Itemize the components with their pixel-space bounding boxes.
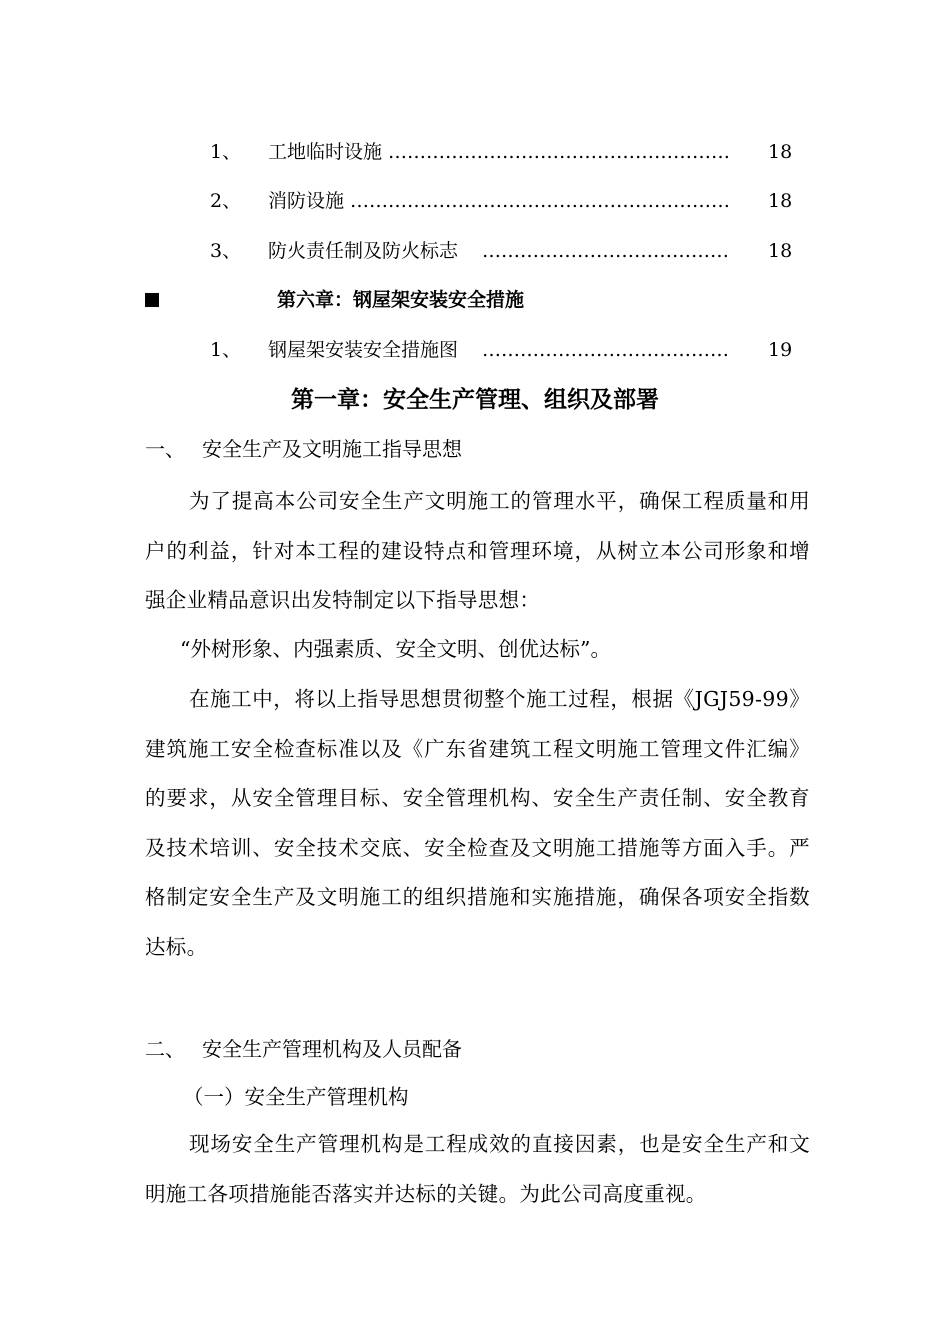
square-bullet-icon — [145, 293, 159, 307]
toc-leader-dots: …………………………………………………… — [350, 190, 730, 212]
toc-entry[interactable] — [0, 236, 950, 266]
toc-entry-number: 1、 — [210, 339, 242, 361]
toc-entry-page: 18 — [768, 190, 793, 212]
toc-chapter-entry[interactable] — [0, 285, 950, 315]
toc-entry-title: 消防设施 — [268, 190, 345, 212]
toc-entry-title: 工地临时设施 — [268, 141, 383, 163]
toc-entry-number: 2、 — [210, 190, 242, 212]
toc-entry-page: 18 — [768, 141, 793, 163]
toc-chapter-title: 第六章：钢屋架安装安全措施 — [277, 289, 525, 311]
paragraph: 在施工中，将以上指导思想贯彻整个施工过程，根据《JGJ59-99》建筑施工安全检查标准以及《广东省建筑工程文明施工管理文件汇编》的要求，从安全管理目标、安全管理机构、安全生产责任制、安全教育及技术培训、安全技术交底、安全检查及文明施工措施等方面入手。严格制定安全生产及文明施工的组织措施和实施措施，确保各项安全指数达标。 — [145, 687, 810, 959]
paragraph: 现场安全生产管理机构是工程成效的直接因素，也是安全生产和文明施工各项措施能否落实并达标的关键。为此公司高度重视。 — [145, 1132, 810, 1206]
toc-entry-title: 钢屋架安装安全措施图 — [268, 339, 459, 361]
toc-entry[interactable] — [0, 335, 950, 365]
toc-entry-number: 3、 — [210, 240, 242, 262]
toc-leader-dots: ………………………………… — [482, 339, 729, 361]
section-marker: 二、 — [145, 1037, 185, 1061]
toc-leader-dots: ……………………………………………… — [388, 141, 730, 163]
chapter-heading: 第一章：安全生产管理、组织及部署 — [291, 386, 659, 413]
toc-entry[interactable] — [0, 186, 950, 216]
toc-entry-number: 1、 — [210, 141, 242, 163]
paragraph: 为了提高本公司安全生产文明施工的管理水平，确保工程质量和用户的利益，针对本工程的建设特点和管理环境，从树立本公司形象和增强企业精品意识出发特制定以下指导思想： — [145, 489, 810, 612]
guiding-slogan: “外树形象、内强素质、安全文明、创优达标”。 — [180, 637, 611, 661]
toc-leader-dots: ………………………………… — [482, 240, 729, 262]
toc-entry-page: 18 — [768, 240, 793, 262]
section-heading — [145, 1034, 745, 1064]
toc-entry[interactable] — [0, 137, 950, 167]
section-title: 安全生产管理机构及人员配备 — [202, 1037, 462, 1061]
section-marker: 一、 — [145, 437, 185, 461]
section-heading — [145, 434, 745, 464]
section-title: 安全生产及文明施工指导思想 — [202, 437, 462, 461]
subsection-heading: （一）安全生产管理机构 — [183, 1085, 409, 1109]
toc-entry-page: 19 — [768, 339, 793, 361]
toc-entry-title: 防火责任制及防火标志 — [268, 240, 459, 262]
